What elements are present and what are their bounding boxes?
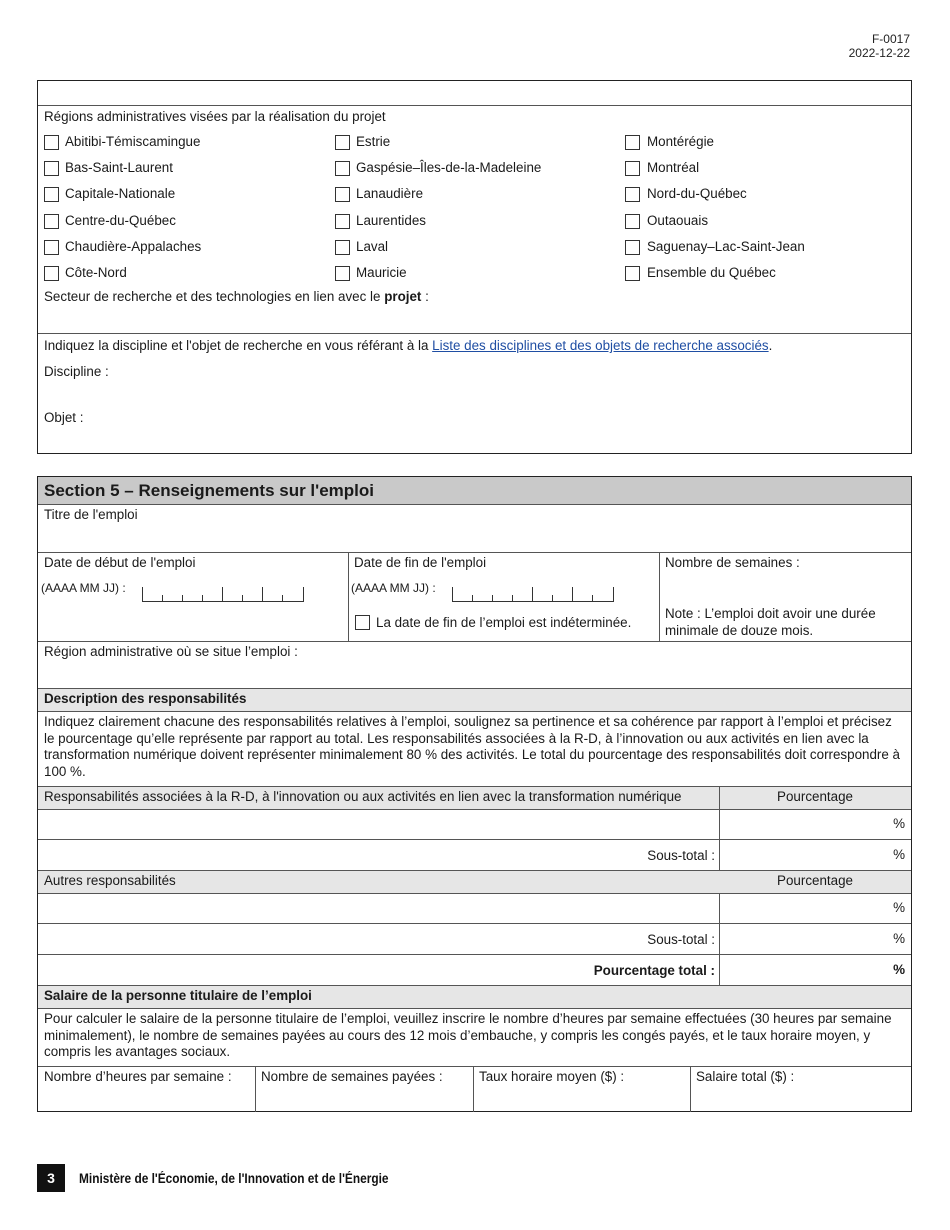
- sector-label: Secteur de recherche et des technologies en lien avec le projet :: [44, 289, 429, 304]
- salary-heading: Salaire de la personne titulaire de l’emploi: [44, 988, 312, 1003]
- duration-note: Note : L’emploi doit avoir une durée minimale de douze mois.: [665, 606, 876, 638]
- hourly-rate-label: Taux horaire moyen ($) :: [479, 1069, 625, 1084]
- region-label-saguenay-lac-saint-jean: Saguenay–Lac-Saint-Jean: [647, 239, 805, 254]
- responsibilities-instructions: Indiquez clairement chacune des responsabilités relatives à l’emploi, soulignez sa pertinence et sa cohérence par rapport à l’emploi et précisez le pourcentage qu’elle représente par rapport au total. Les responsabilités associées à la R-D, à l’innovation ou aux activités en lien avec la transformation numérique doivent représenter minimalement 80 % des activités. Le total du pourcentage des responsabilités doit correspondre à 100 %.: [44, 714, 900, 780]
- hours-per-week-label: Nombre d’heures par semaine :: [44, 1069, 232, 1084]
- region-checkbox-chaudiere-appalaches[interactable]: [44, 240, 59, 255]
- start-date-label: Date de début de l'emploi: [44, 555, 196, 570]
- region-checkbox-bas-saint-laurent[interactable]: [44, 161, 59, 176]
- region-checkbox-laval[interactable]: [335, 240, 350, 255]
- divider: [348, 552, 349, 641]
- region-label-abitibi-temiscamingue: Abitibi-Témiscamingue: [65, 134, 201, 149]
- regions-title: Régions administratives visées par la réalisation du projet: [44, 109, 386, 124]
- region-label-laval: Laval: [356, 239, 389, 254]
- start-date-input[interactable]: [142, 587, 304, 602]
- region-label-bas-saint-laurent: Bas-Saint-Laurent: [65, 160, 173, 175]
- disciplines-list-link[interactable]: Liste des disciplines et des objets de recherche associés: [432, 338, 769, 353]
- salary-heading-band: [38, 985, 911, 1009]
- region-label-centre-du-quebec: Centre-du-Québec: [65, 213, 176, 228]
- region-label-cote-nord: Côte-Nord: [65, 265, 127, 280]
- responsibilities-heading-band: [38, 688, 911, 712]
- start-date-format: (AAAA MM JJ) :: [41, 581, 126, 595]
- divider: [659, 552, 660, 641]
- end-date-format: (AAAA MM JJ) :: [351, 581, 436, 595]
- divider: [38, 105, 911, 106]
- divider: [473, 1066, 474, 1112]
- divider: [38, 923, 911, 924]
- region-checkbox-estrie[interactable]: [335, 135, 350, 150]
- region-checkbox-gaspesie-iles-de-la-madeleine[interactable]: [335, 161, 350, 176]
- divider: [255, 1066, 256, 1112]
- rd-subtotal-label: Sous-total :: [647, 848, 715, 863]
- rd-responsibilities-label: Responsabilités associées à la R-D, à l'innovation ou aux activités en lien avec la transformation numérique: [44, 789, 682, 804]
- total-salary-label: Salaire total ($) :: [696, 1069, 795, 1084]
- divider: [38, 839, 911, 840]
- divider: [690, 1066, 691, 1112]
- region-label-nord-du-quebec: Nord-du-Québec: [647, 186, 747, 201]
- form-code: [849, 32, 910, 60]
- paid-weeks-label: Nombre de semaines payées :: [261, 1069, 443, 1084]
- region-label: Région administrative où se situe l’emploi :: [44, 644, 298, 659]
- object-label: Objet :: [44, 410, 84, 425]
- discipline-intro: Indiquez la discipline et l'objet de recherche en vous référant à la Liste des disciplines et des objets de recherche associés.: [44, 338, 773, 353]
- page-number: 3: [37, 1164, 65, 1192]
- region-checkbox-lanaudiere[interactable]: [335, 187, 350, 202]
- divider: [38, 552, 911, 553]
- region-label-mauricie: Mauricie: [356, 265, 407, 280]
- divider: [38, 1066, 911, 1067]
- indeterminate-end-date-label: La date de fin de l’emploi est indéterminée.: [376, 615, 632, 630]
- weeks-label: Nombre de semaines :: [665, 555, 800, 570]
- region-checkbox-monteregie[interactable]: [625, 135, 640, 150]
- region-label-laurentides: Laurentides: [356, 213, 426, 228]
- region-label-gaspesie-iles-de-la-madeleine: Gaspésie–Îles-de-la-Madeleine: [356, 160, 542, 175]
- other-subtotal-value[interactable]: %: [893, 931, 905, 946]
- region-checkbox-laurentides[interactable]: [335, 214, 350, 229]
- section-5-employment: [37, 476, 912, 1112]
- region-checkbox-centre-du-quebec[interactable]: [44, 214, 59, 229]
- form-date: 2022-12-22: [848, 46, 910, 60]
- region-checkbox-outaouais[interactable]: [625, 214, 640, 229]
- region-checkbox-abitibi-temiscamingue[interactable]: [44, 135, 59, 150]
- form-number: F-0017: [871, 32, 910, 46]
- other-percentage-header: Pourcentage: [777, 873, 853, 888]
- region-label-estrie: Estrie: [356, 134, 391, 149]
- divider: [38, 641, 911, 642]
- region-checkbox-nord-du-quebec[interactable]: [625, 187, 640, 202]
- responsibilities-heading: Description des responsabilités: [44, 691, 247, 706]
- rd-subtotal-value[interactable]: %: [893, 847, 905, 862]
- job-title-label: Titre de l'emploi: [44, 507, 138, 522]
- region-label-lanaudiere: Lanaudière: [356, 186, 424, 201]
- divider: [38, 333, 911, 334]
- region-label-outaouais: Outaouais: [647, 213, 709, 228]
- region-checkbox-cote-nord[interactable]: [44, 266, 59, 281]
- region-checkbox-ensemble-du-quebec[interactable]: [625, 266, 640, 281]
- region-checkbox-capitale-nationale[interactable]: [44, 187, 59, 202]
- rd-percentage-input[interactable]: %: [893, 816, 905, 831]
- region-label-capitale-nationale: Capitale-Nationale: [65, 186, 176, 201]
- ministry-name: Ministère de l'Économie, de l'Innovation et de l'Énergie: [79, 1171, 389, 1186]
- discipline-label: Discipline :: [44, 364, 109, 379]
- region-checkbox-mauricie[interactable]: [335, 266, 350, 281]
- indeterminate-end-date-checkbox[interactable]: [355, 615, 370, 630]
- region-label-chaudiere-appalaches: Chaudière-Appalaches: [65, 239, 202, 254]
- total-percentage-value[interactable]: %: [893, 962, 905, 977]
- other-percentage-input[interactable]: %: [893, 900, 905, 915]
- total-percentage-label: Pourcentage total :: [593, 963, 715, 978]
- region-label-montreal: Montréal: [647, 160, 700, 175]
- end-date-label: Date de fin de l'emploi: [354, 555, 487, 570]
- other-subtotal-label: Sous-total :: [647, 932, 715, 947]
- rd-percentage-header: Pourcentage: [777, 789, 853, 804]
- region-checkbox-montreal[interactable]: [625, 161, 640, 176]
- divider: [38, 954, 911, 955]
- other-header-row: [38, 870, 911, 894]
- rd-header-row: [38, 786, 911, 810]
- region-label-ensemble-du-quebec: Ensemble du Québec: [647, 265, 776, 280]
- section-header: [38, 477, 911, 505]
- other-responsibilities-label: Autres responsabilités: [44, 873, 176, 888]
- region-checkbox-saguenay-lac-saint-jean[interactable]: [625, 240, 640, 255]
- project-regions-box: [37, 80, 912, 454]
- region-label-monteregie: Montérégie: [647, 134, 714, 149]
- end-date-input[interactable]: [452, 587, 614, 602]
- section-title: Section 5 – Renseignements sur l'emploi: [44, 481, 374, 500]
- salary-instructions: Pour calculer le salaire de la personne titulaire de l’emploi, veuillez inscrire le nombre d’heures par semaine effectuées (30 heures par semaine minimalement), le nombre de semaines payées au cours des 12 mois d’embauche, y compris les congés payés, et le taux horaire moyen, y compris les avantages sociaux.: [44, 1011, 892, 1060]
